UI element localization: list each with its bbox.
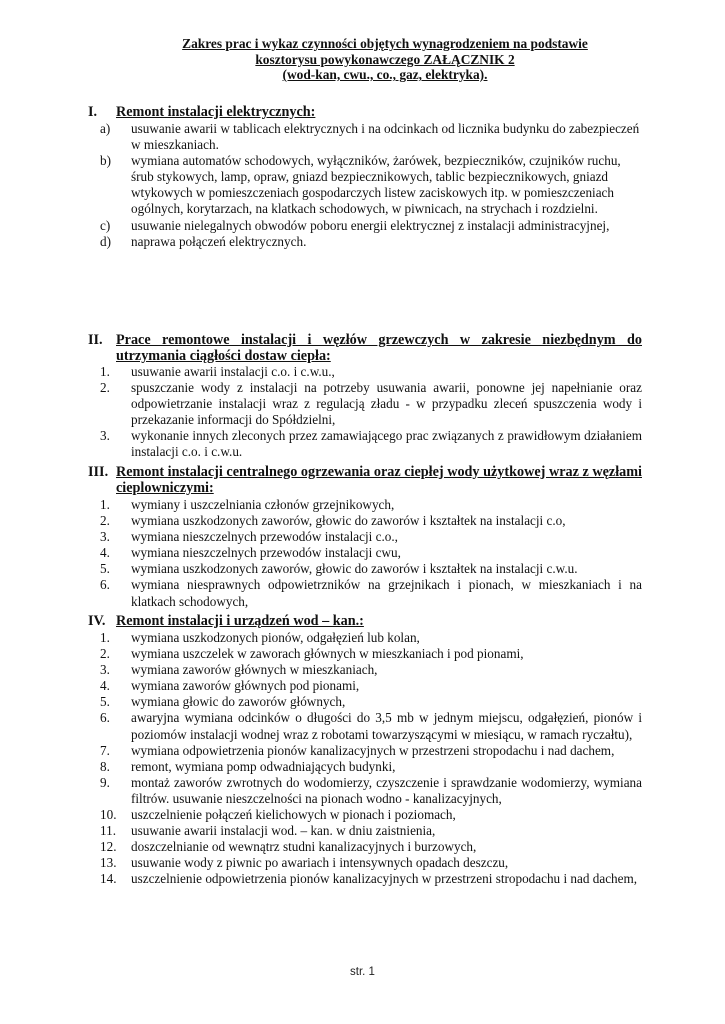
item-text: wymiana automatów schodowych, wyłączników, żarówek, bezpieczników, czujników ruchu, śrub stykowych, lamp, opraw, gniazd bezpiecznikowych, tablic bezpiecznikowych, gniazd wtykowych w pomieszczeniach gospodarczych listew zaciskowych itp. w pomieszczeniach ogólnych, korytarzach, na klatkach schodowych, w piwnicach, na strychach i rozdzielni. — [131, 153, 621, 217]
item-marker: 2. — [100, 380, 110, 396]
item-text: wymiany i uszczelniania członów grzejnikowych, — [131, 497, 395, 512]
list-item — [100, 807, 642, 823]
item-marker: 1. — [100, 364, 110, 379]
item-text: wymiana uszkodzonych zaworów, głowic do zaworów i kształtek na instalacji c.o, — [131, 513, 566, 529]
item-marker: 1. — [100, 630, 110, 645]
item-marker: 14. — [100, 871, 117, 887]
item-text: montaż zaworów zwrotnych do wodomierzy, czyszczenie i sprawdzanie wodomierzy, wymiana filtrów. usuwanie nieszczelności na pionach wodno - kanalizacyjnych, — [131, 774, 642, 806]
item-marker: 6. — [100, 710, 110, 726]
section-3-heading — [88, 464, 642, 496]
item-marker: 8. — [100, 758, 110, 774]
section-2-number: II. — [88, 332, 103, 348]
section-4-number: IV. — [88, 613, 106, 629]
list-item — [100, 630, 642, 646]
item-marker: 4. — [100, 545, 110, 561]
document-title — [140, 36, 630, 83]
item-marker: 2. — [100, 513, 110, 529]
item-marker: 5. — [100, 694, 110, 710]
section-3-list — [100, 497, 642, 610]
list-item — [100, 561, 642, 577]
section-4-list — [100, 630, 642, 888]
item-text: wymiana nieszczelnych przewodów instalacji cwu, — [131, 545, 401, 561]
list-item — [100, 823, 642, 839]
item-text: wymiana zaworów głównych w mieszkaniach, — [131, 662, 378, 678]
list-item — [100, 121, 642, 153]
section-2-title: Prace remontowe instalacji i węzłów grzewczych w zakresie niezbędnym do utrzymania ciągłości dostaw ciepła: — [116, 332, 642, 364]
item-marker: 13. — [100, 855, 117, 871]
list-item — [100, 218, 642, 234]
item-text: usuwanie awarii instalacji c.o. i c.w.u., — [131, 364, 335, 379]
list-item — [100, 545, 642, 561]
list-item — [100, 855, 642, 871]
item-marker: 2. — [100, 646, 110, 662]
list-item — [100, 743, 642, 759]
item-marker: d) — [100, 233, 111, 249]
item-text: usuwanie nielegalnych obwodów poboru energii elektrycznej z instalacji administracyjnej, — [131, 217, 610, 233]
list-item — [100, 678, 642, 694]
title-line-1: Zakres prac i wykaz czynności objętych wynagrodzeniem na podstawie — [182, 36, 588, 51]
item-marker: 3. — [100, 428, 110, 444]
section-1-number: I. — [88, 104, 98, 120]
item-marker: 4. — [100, 678, 110, 694]
list-item — [100, 234, 642, 250]
item-text: usuwanie wody z piwnic po awariach i intensywnych opadach deszczu, — [131, 855, 509, 871]
item-marker: b) — [100, 153, 111, 169]
item-text: usuwanie awarii instalacji wod. – kan. w dniu zaistnienia, — [131, 823, 436, 839]
section-3-title: Remont instalacji centralnego ogrzewania oraz ciepłej wody użytkowej wraz z węzłami cieplowniczymi: — [116, 464, 642, 496]
section-2-heading — [88, 332, 642, 364]
section-1-list — [100, 121, 642, 250]
page-number: str. 1 — [350, 966, 375, 978]
title-line-2: kosztorysu powykonawczego ZAŁĄCZNIK 2 — [255, 51, 515, 67]
list-item — [100, 759, 642, 775]
item-marker: 6. — [100, 577, 110, 593]
item-marker: 3. — [100, 662, 110, 678]
list-item — [100, 577, 642, 609]
list-item — [100, 364, 642, 380]
title-line-3: (wod-kan, cwu., co., gaz, elektryka). — [282, 67, 488, 82]
item-marker: 12. — [100, 839, 117, 855]
list-item — [100, 775, 642, 807]
list-item — [100, 710, 642, 742]
list-item — [100, 153, 642, 217]
section-2-list — [100, 364, 642, 461]
item-marker: 7. — [100, 742, 110, 758]
list-item — [100, 662, 642, 678]
item-marker: 5. — [100, 561, 110, 577]
list-item — [100, 839, 642, 855]
item-text: wymiana odpowietrzenia pionów kanalizacyjnych w przestrzeni stropodachu i nad dachem, — [131, 742, 615, 758]
list-item — [100, 497, 642, 513]
list-item — [100, 513, 642, 529]
item-text: usuwanie awarii w tablicach elektrycznych i na odcinkach od licznika budynku do zabezpieczeń w mieszkaniach. — [131, 121, 640, 153]
section-1-heading — [88, 104, 642, 120]
item-text: awaryjna wymiana odcinków o długości do 3,5 mb w jednym miejscu, odgałęzień, pionów i poziomów instalacji wodnej wraz z robotami towarzyszącymi w miesiącu, w ramach ryczałtu), — [131, 710, 642, 742]
item-text: wymiana niesprawnych odpowietrzników na grzejnikach i pionach, w mieszkaniach i na klatkach schodowych, — [131, 577, 642, 609]
item-text: uszczelnienie połączeń kielichowych w pionach i poziomach, — [131, 807, 456, 823]
item-text: wymiana nieszczelnych przewodów instalacji c.o., — [131, 529, 398, 545]
item-text: uszczelnienie odpowietrzenia pionów kanalizacyjnych w przestrzeni stropodachu i nad dachem, — [131, 871, 638, 887]
item-text: remont, wymiana pomp odwadniających budynki, — [131, 758, 396, 774]
item-text: doszczelnianie od wewnątrz studni kanalizacyjnych i burzowych, — [131, 839, 477, 855]
item-text: wymiana uszkodzonych pionów, odgałęzień lub kolan, — [131, 630, 420, 645]
item-text: wymiana głowic do zaworów głównych, — [131, 694, 346, 710]
item-text: naprawa połączeń elektrycznych. — [131, 233, 307, 249]
item-text: wymiana uszczelek w zaworach głównych w mieszkaniach i pod pionami, — [131, 646, 524, 662]
item-marker: 3. — [100, 529, 110, 545]
item-marker: 1. — [100, 497, 110, 512]
item-marker: 9. — [100, 774, 110, 790]
item-text: wymiana uszkodzonych zaworów, głowic do zaworów i kształtek na instalacji c.w.u. — [131, 561, 578, 577]
section-1-title: Remont instalacji elektrycznych: — [116, 104, 316, 120]
list-item — [100, 380, 642, 428]
item-text: spuszczanie wody z instalacji na potrzeby usuwania awarii, ponowne jej napełnianie oraz odpowietrzanie instalacji wraz z regulacją zładu - w przypadku zleceń spuszczenia wody i przekazanie informacji do Spółdzielni, — [131, 380, 642, 428]
list-item — [100, 529, 642, 545]
list-item — [100, 646, 642, 662]
list-item — [100, 871, 642, 887]
section-4-title: Remont instalacji i urządzeń wod – kan.: — [116, 613, 364, 629]
section-3-number: III. — [88, 464, 109, 480]
item-text: wymiana zaworów głównych pod pionami, — [131, 678, 360, 694]
item-marker: a) — [100, 121, 111, 136]
item-text: wykonanie innych zleconych przez zamawiającego prac związanych z prawidłowym działaniem instalacji c.o. i c.w.u. — [131, 428, 642, 460]
list-item — [100, 694, 642, 710]
item-marker: 10. — [100, 807, 117, 823]
list-item — [100, 428, 642, 460]
section-4-heading — [88, 613, 642, 629]
item-marker: 11. — [100, 823, 116, 839]
item-marker: c) — [100, 217, 111, 233]
